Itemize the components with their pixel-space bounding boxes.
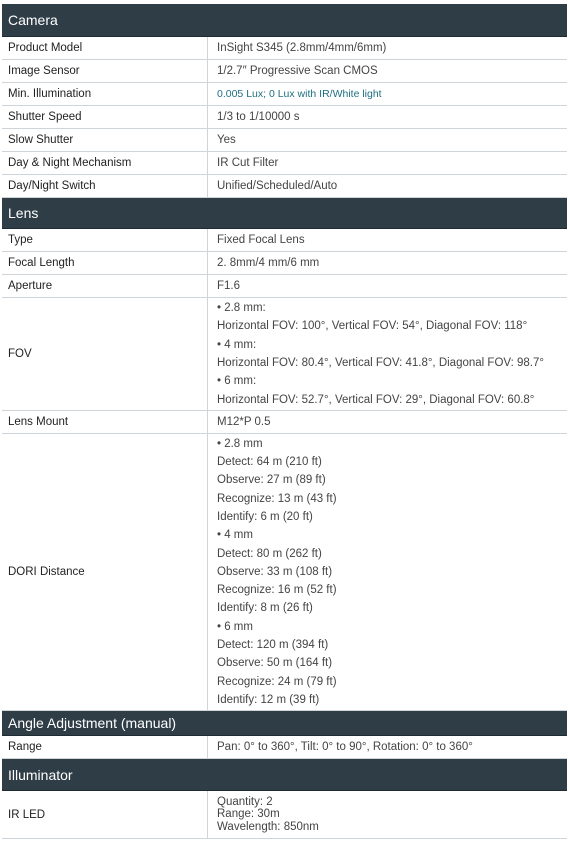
spec-row-aperture: [2, 275, 567, 298]
spec-label: Day/Night Switch: [2, 175, 208, 197]
spec-row-shutter-speed: [2, 106, 567, 129]
spec-row-day-night-switch: [2, 175, 567, 198]
spec-value-line: Quantity: 2: [217, 795, 273, 808]
spec-value-line: Detect: 120 m (394 ft): [217, 639, 329, 652]
spec-value-line: Identify: 6 m (20 ft): [217, 510, 313, 523]
spec-value-line: Pan: 0° to 360°, Tilt: 0° to 90°, Rotation: 0° to 360°: [217, 741, 473, 753]
spec-label: FOV: [2, 298, 208, 410]
spec-value: [208, 37, 567, 59]
spec-row-focal-length: [2, 252, 567, 275]
spec-value-line: Recognize: 13 m (43 ft): [217, 492, 337, 505]
spec-row-product-model: [2, 37, 567, 60]
spec-value-line: M12*P 0.5: [217, 416, 271, 428]
spec-value-line: • 6 mm: [217, 620, 253, 633]
spec-value: [208, 434, 567, 710]
spec-value-line: Detect: 64 m (210 ft): [217, 456, 322, 469]
spec-value-line: Horizontal FOV: 52.7°, Vertical FOV: 29°, Diagonal FOV: 60.8°: [217, 393, 535, 406]
spec-row-image-sensor: [2, 60, 567, 83]
spec-value: [208, 83, 567, 105]
spec-value: [208, 736, 567, 758]
spec-row-min-illumination: [2, 83, 567, 106]
spec-value: [208, 106, 567, 128]
section-header-camera: [2, 4, 567, 37]
section-title: Camera: [8, 12, 58, 28]
spec-value-line: • 2.8 mm: [217, 437, 263, 450]
section-title: Angle Adjustment (manual): [8, 715, 177, 731]
spec-value-line: Fixed Focal Lens: [217, 234, 305, 246]
spec-row-fov: [2, 298, 567, 411]
spec-value-line: Wavelength: 850nm: [217, 820, 319, 833]
spec-value-line: • 6 mm:: [217, 375, 257, 388]
spec-value-line: Identify: 12 m (39 ft): [217, 693, 320, 706]
spec-label: Day & Night Mechanism: [2, 152, 208, 174]
section-header-angle-adjustment: [2, 711, 567, 736]
spec-value-line: Unified/Scheduled/Auto: [217, 180, 338, 192]
spec-value-line: InSight S345 (2.8mm/4mm/6mm): [217, 42, 387, 54]
spec-row-dori-distance: [2, 434, 567, 711]
spec-value: [208, 229, 567, 251]
spec-value-line: 0.005 Lux; 0 Lux with IR/White light: [217, 88, 382, 100]
spec-value: [208, 411, 567, 433]
spec-value: [208, 152, 567, 174]
spec-row-lens-mount: [2, 411, 567, 434]
spec-value-line: 1/3 to 1/10000 s: [217, 111, 300, 123]
spec-value-line: Recognize: 16 m (52 ft): [217, 584, 337, 597]
spec-value: [208, 129, 567, 151]
spec-label: Product Model: [2, 37, 208, 59]
spec-value-line: Yes: [217, 134, 236, 146]
spec-value-line: Observe: 33 m (108 ft): [217, 565, 333, 578]
spec-value-line: Observe: 27 m (89 ft): [217, 474, 326, 487]
spec-value: [208, 275, 567, 297]
spec-value: [208, 175, 567, 197]
spec-label: IR LED: [2, 791, 208, 838]
spec-value-line: Detect: 80 m (262 ft): [217, 547, 322, 560]
spec-value-line: Identify: 8 m (26 ft): [217, 602, 313, 615]
spec-label: Min. Illumination: [2, 83, 208, 105]
spec-value: [208, 298, 567, 410]
spec-row-slow-shutter: [2, 129, 567, 152]
spec-value-line: • 4 mm:: [217, 338, 257, 351]
spec-label: Range: [2, 736, 208, 758]
spec-label: Shutter Speed: [2, 106, 208, 128]
spec-value-line: 1/2.7″ Progressive Scan CMOS: [217, 65, 378, 77]
spec-value-line: Observe: 50 m (164 ft): [217, 657, 333, 670]
spec-label: Focal Length: [2, 252, 208, 274]
spec-label: Lens Mount: [2, 411, 208, 433]
spec-value-line: Recognize: 24 m (79 ft): [217, 675, 337, 688]
section-header-illuminator: [2, 759, 567, 791]
spec-label: Image Sensor: [2, 60, 208, 82]
spec-value-line: 2. 8mm/4 mm/6 mm: [217, 257, 320, 269]
spec-value-line: Range: 30m: [217, 808, 280, 821]
spec-row-day-night-mechanism: [2, 152, 567, 175]
spec-value-line: Horizontal FOV: 100°, Vertical FOV: 54°, Diagonal FOV: 118°: [217, 320, 528, 333]
section-header-lens: [2, 198, 567, 229]
spec-label: Type: [2, 229, 208, 251]
spec-value-line: F1.6: [217, 280, 241, 292]
section-title: Illuminator: [8, 766, 73, 783]
spec-row-ir-led: [2, 791, 567, 839]
spec-value-line: • 2.8 mm:: [217, 302, 266, 315]
section-title: Lens: [8, 205, 39, 221]
spec-value: [208, 252, 567, 274]
spec-value: [208, 791, 567, 838]
spec-value-line: • 4 mm: [217, 529, 253, 542]
spec-row-range: [2, 736, 567, 759]
spec-value-line: Horizontal FOV: 80.4°, Vertical FOV: 41.8°, Diagonal FOV: 98.7°: [217, 357, 544, 369]
spec-value-line: IR Cut Filter: [217, 157, 279, 169]
spec-label: Aperture: [2, 275, 208, 297]
spec-row-type: [2, 229, 567, 252]
spec-label: DORI Distance: [2, 434, 208, 710]
spec-label: Slow Shutter: [2, 129, 208, 151]
spec-sheet: [2, 4, 567, 839]
spec-value: [208, 60, 567, 82]
